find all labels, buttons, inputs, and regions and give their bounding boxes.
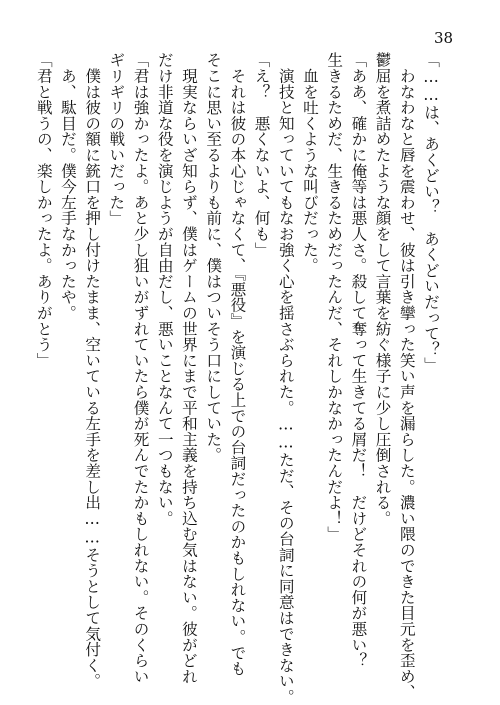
- text-line: 演技と知っていてもなお強く心を揺さぶられた。……ただ、その台詞に同意はできない。: [276, 52, 295, 705]
- text-line: 「ああ、確かに俺等は悪人さ。殺して奪って生きてる屑だ！ だけどそれの何が悪い？: [349, 52, 368, 669]
- text-line: 「君は強かったよ。あと少し狙いがずれていたら僕が死んでたかもしれない。そのくらい: [131, 52, 150, 684]
- text-line: 「君と戦うの、楽しかったよ。ありがとう」: [34, 52, 53, 368]
- text-line: 鬱屈を煮詰めたような顔をして言葉を紡ぐ様子に少し圧倒される。: [373, 52, 392, 526]
- text-line: わなわなと唇を震わせ、彼は引き攣った笑い声を漏らした。濃い隈のできた目元を歪め、: [397, 52, 416, 700]
- text-line: 「え？ 悪くないよ、何も」: [252, 52, 271, 258]
- text-line: 現実ならいざ知らず、僕はゲームの世界にまで平和主義を持ち込む気はない。彼がどれ: [179, 52, 198, 684]
- page-number: 38: [434, 29, 454, 47]
- text-line: あ、駄目だ。僕今左手なかったや。: [58, 52, 77, 321]
- text-line: 生きるためだ、生きるためだったんだ、それしかなかったんだよ！」: [325, 52, 344, 542]
- text-line: 血を吐くような叫びだった。: [300, 52, 319, 274]
- text-line: だけ非道な役を演じようが自由だし、悪いことなんて一つもない。: [155, 52, 174, 526]
- text-line: 僕は彼の額に銃口を押し付けたまま、空いている左手を差し出……そうとして気付く。: [83, 52, 102, 689]
- text-line: 「……は、あくどい？ あくどいだって？」: [422, 52, 440, 373]
- text-line: ギリギリの戦いだった」: [107, 52, 126, 226]
- text-line: そこに思い至るよりも前に、僕はついそう口にしていた。: [204, 52, 223, 463]
- body-text: [34, 52, 443, 705]
- text-line: それは彼の本心じゃなくて、『悪役』を演じる上での台詞だったのかもしれない。でも: [228, 52, 247, 677]
